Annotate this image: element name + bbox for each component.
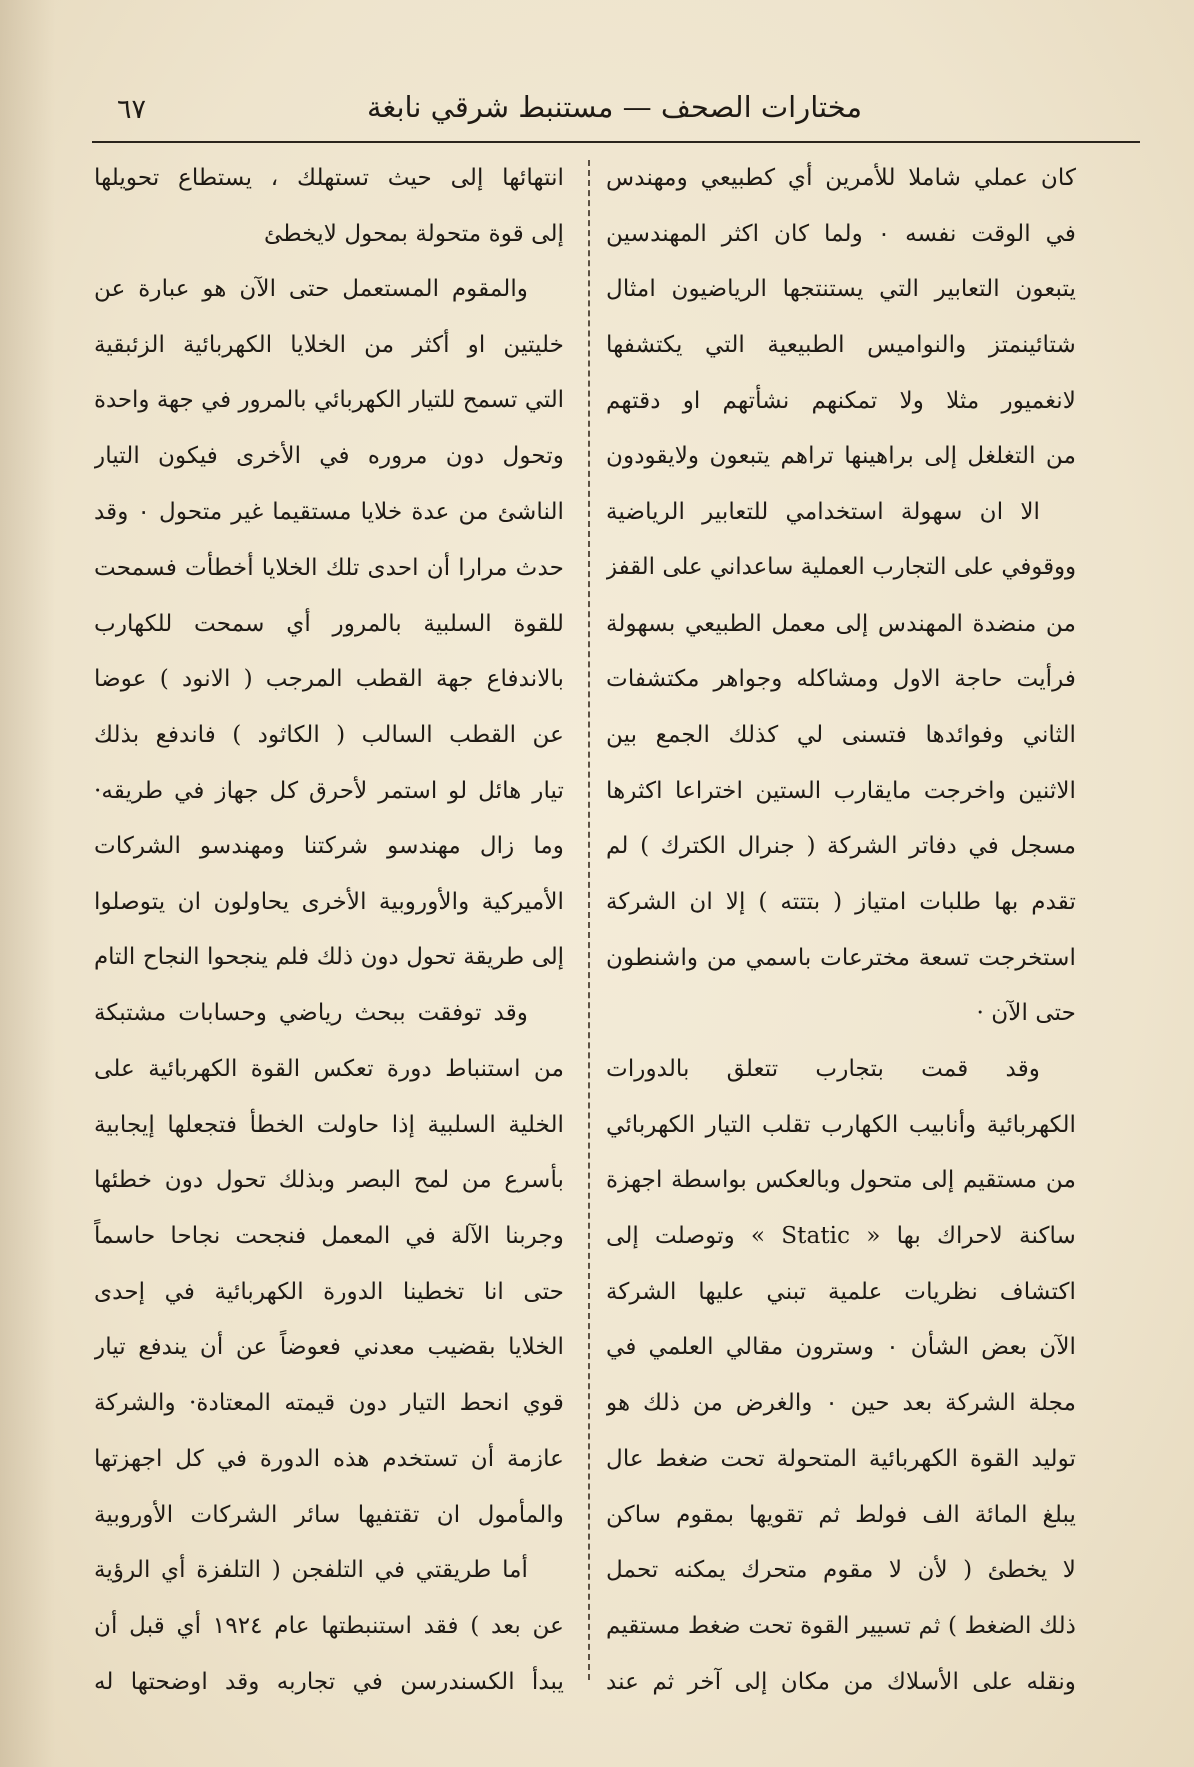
text-line: الا ان سهولة استخدامي للتعابير الرياضية xyxy=(606,498,1040,526)
text-line: تيار هائل لو استمر لأحرق كل جهاز في طريقه· xyxy=(94,776,564,804)
text-line: والمأمول ان تقتفيها سائر الشركات الأوروبية xyxy=(94,1500,564,1528)
text-line: الآن بعض الشأن ۰ وسترون مقالي العلمي في xyxy=(606,1333,1076,1361)
text-line: عازمة أن تستخدم هذه الدورة في كل اجهزتها xyxy=(94,1444,564,1472)
text-line: لا يخطئ ( لأن لا مقوم متحرك يمكنه تحمل xyxy=(606,1556,1076,1584)
text-line: وتحول دون مروره في الأخرى فيكون التيار xyxy=(94,442,564,470)
page-header xyxy=(95,84,1134,138)
text-line: ووقوفي على التجارب العملية ساعداني على القفز xyxy=(606,553,1076,580)
text-line: الثاني وفوائدها فتسنى لي كذلك الجمع بين xyxy=(606,720,1076,748)
text-line: استخرجت تسعة مخترعات باسمي من واشنطون xyxy=(606,943,1076,971)
left-text-column xyxy=(94,150,564,1709)
text-line: حتى الآن · xyxy=(976,999,1076,1027)
binding-shadow xyxy=(0,0,55,1767)
text-line: بالاندفاع جهة القطب المرجب ( الانود ) عوضا xyxy=(94,665,564,693)
text-line: مجلة الشركة بعد حين ۰ والغرض من ذلك هو xyxy=(606,1389,1076,1417)
text-line: تقدم بها طلبات امتياز ( بتتته ) إلا ان الشركة xyxy=(606,887,1076,915)
text-line: لانغميور مثلا ولا تمكنهم نشأتهم او دقتهم xyxy=(606,386,1076,414)
text-line: للقوة السلبية بالمرور أي سمحت للكهارب xyxy=(94,609,564,637)
right-text-column xyxy=(606,150,1076,1709)
text-line: بأسرع من لمح البصر وبذلك تحول دون خطئها xyxy=(94,1166,564,1194)
text-line: حدث مرارا أن احدى تلك الخلايا أخطأت فسمحت xyxy=(94,553,564,581)
text-line: من منضدة المهندس إلى معمل الطبيعي بسهولة xyxy=(606,609,1076,637)
text-line: وقد قمت بتجارب تتعلق بالدورات xyxy=(606,1055,1040,1082)
text-line: وجربنا الآلة في المعمل فنجحت نجاحا حاسماً xyxy=(94,1222,564,1250)
text-line: فرأيت حاجة الاول ومشاكله وجواهر مكتشفات xyxy=(606,665,1076,693)
text-line: كان عملي شاملا للأمرين أي كطبيعي ومهندس xyxy=(606,164,1076,191)
text-line: يبلغ المائة الف فولط ثم تقويها بمقوم ساكن xyxy=(606,1500,1076,1528)
text-line: التي تسمح للتيار الكهربائي بالمرور في جهة واحدة xyxy=(94,386,564,413)
text-line: الناشئ من عدة خلايا مستقيما غير متحول ۰ وقد xyxy=(94,498,564,526)
text-line: إلى طريقة تحول دون ذلك فلم ينجحوا النجاح التام xyxy=(94,943,564,970)
text-line: حتى انا تخطينا الدورة الكهربائية في إحدى xyxy=(94,1277,564,1305)
text-line: والمقوم المستعمل حتى الآن هو عبارة عن xyxy=(94,275,528,303)
text-line: أما طريقتي في التلفجن ( التلفزة أي الرؤية xyxy=(94,1556,528,1584)
text-line: خليتين او أكثر من الخلايا الكهربائية الزئبقية xyxy=(94,331,564,359)
column-divider xyxy=(588,160,590,1680)
text-line: من مستقيم إلى متحول وبالعكس بواسطة اجهزة xyxy=(606,1166,1076,1194)
text-line: من استنباط دورة تعكس القوة الكهربائية على xyxy=(94,1055,564,1082)
text-line: الخلايا بقضيب معدني فعوضاً عن أن يندفع تيار xyxy=(94,1333,564,1361)
text-line: ونقله على الأسلاك من مكان إلى آخر ثم عند xyxy=(606,1667,1076,1695)
text-line: يتبعون التعابير التي يستنتجها الرياضيون امثال xyxy=(606,275,1076,303)
page-number: ٦٧ xyxy=(117,94,147,125)
text-line: انتهائها إلى حيث تستهلك ، يستطاع تحويلها xyxy=(94,164,564,191)
text-line: الخلية السلبية إذا حاولت الخطأ فتجعلها إيجابية xyxy=(94,1110,564,1138)
text-line: اكتشاف نظريات علمية تبني عليها الشركة xyxy=(606,1277,1076,1305)
text-line: الاثنين واخرجت مايقارب الستين اختراعا اكثرها xyxy=(606,776,1076,804)
text-line: وما زال مهندسو شركتنا ومهندسو الشركات xyxy=(94,832,564,860)
text-line: الأميركية والأوروبية الأخرى يحاولون ان يتوصلوا xyxy=(94,887,564,915)
text-line: مسجل في دفاتر الشركة ( جنرال الكترك ) لم xyxy=(606,832,1076,860)
text-line: يبدأ الكسندرسن في تجاربه وقد اوضحتها له xyxy=(94,1667,564,1695)
header-rule xyxy=(92,141,1140,143)
text-line: قوي انحط التيار دون قيمته المعتادة· والشركة xyxy=(94,1389,564,1417)
text-line: وقد توفقت ببحث رياضي وحسابات مشتبكة xyxy=(94,999,528,1027)
text-line: من التغلغل إلى براهينها تراهم يتبعون ولايقودون xyxy=(606,442,1076,470)
text-line: ذلك الضغط ) ثم تسيير القوة تحت ضغط مستقيم xyxy=(606,1611,1076,1639)
text-line: ساكنة لاحراك بها « Static » وتوصلت إلى xyxy=(606,1222,1076,1250)
text-line: توليد القوة الكهربائية المتحولة تحت ضغط عال xyxy=(606,1444,1076,1472)
running-title: مختارات الصحف — مستنبط شرقي نابغة xyxy=(366,90,863,124)
text-line: عن بعد ) فقد استنبطتها عام ١٩٢٤ أي قبل أن xyxy=(94,1611,564,1639)
text-line: عن القطب السالب ( الكاثود ) فاندفع بذلك xyxy=(94,720,564,748)
text-line: في الوقت نفسه ۰ ولما كان اكثر المهندسين xyxy=(606,219,1076,247)
text-line: شتائينمتز والنواميس الطبيعية التي يكتشفها xyxy=(606,331,1076,359)
text-line: إلى قوة متحولة بمحول لايخطئ xyxy=(263,219,564,247)
text-line: الكهربائية وأنابيب الكهارب تقلب التيار الكهربائي xyxy=(606,1110,1076,1138)
